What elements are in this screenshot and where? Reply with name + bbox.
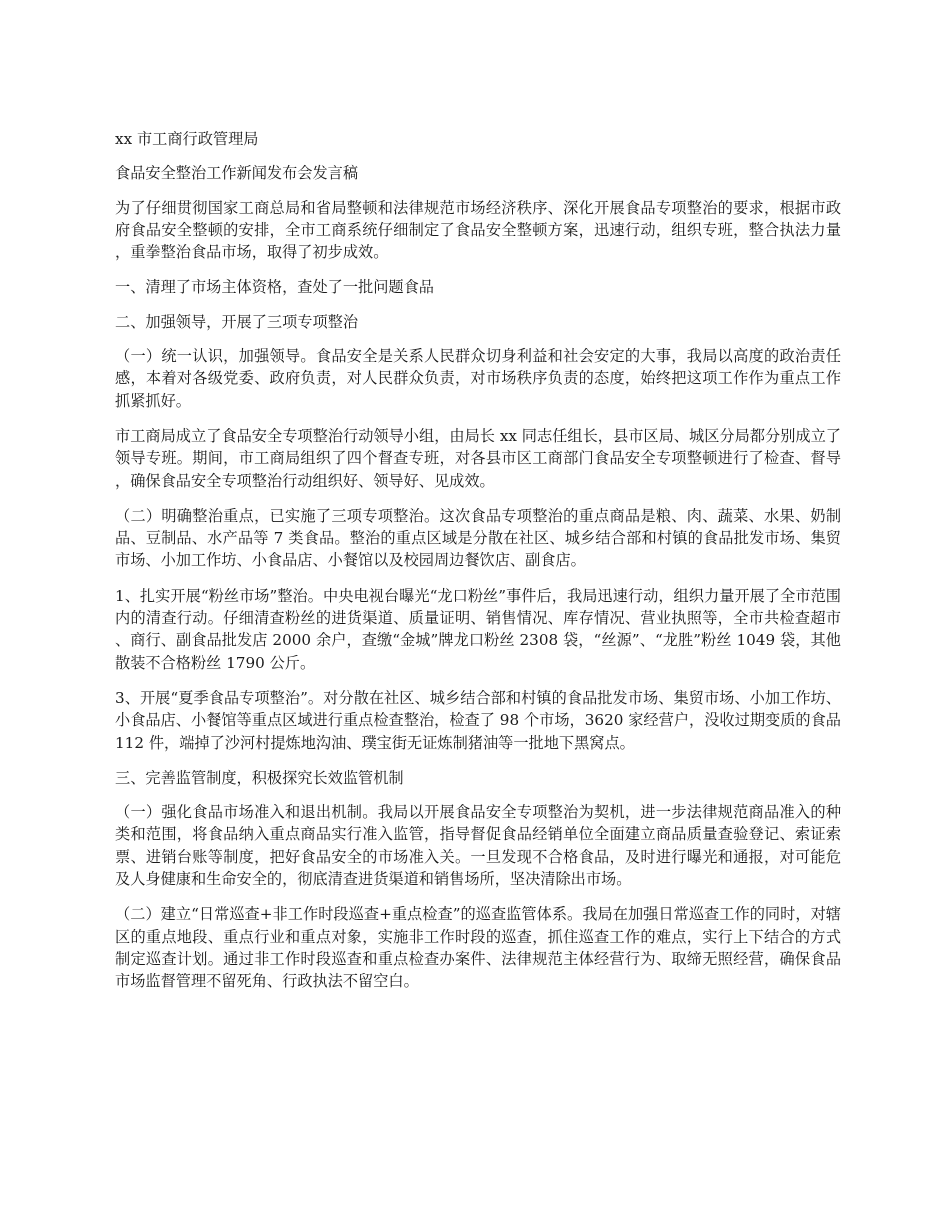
paragraph-2-2: （二）明确整治重点，已实施了三项专项整治。这次食品专项整治的重点商品是粮、肉、蔬菜、水果、奶制品、豆制品、水产品等 7 类食品。整治的重点区域是分散在社区、城乡结合部和村镇的食品批发市场、集贸市场、小加工作坊、小食品店、小餐馆以及校园周边餐饮店、副食店。 [115,506,841,570]
paragraph-3-1: （一）强化食品市场准入和退出机制。我局以开展食品安全专项整治为契机，进一步法律规范商品准入的种类和范围，将食品纳入重点商品实行准入监管，指导督促食品经销单位全面建立商品质量查验登记、索证索票、进销台账等制度，把好食品安全的市场准入关。一旦发现不合格食品，及时进行曝光和通报，对可能危及人身健康和生命安全的，彻底清查进货渠道和销售场所，坚决清除出市场。 [115,803,841,889]
document-body [115,128,841,1006]
document-title: 食品安全整治工作新闻发布会发言稿 [115,164,358,183]
document-org: xx 市工商行政管理局 [115,130,259,148]
section-heading-2: 二、加强领导，开展了三项专项整治 [115,312,358,331]
paragraph-intro: 为了仔细贯彻国家工商总局和省局整顿和法律规范市场经济秩序、深化开展食品专项整治的要求，根据市政府食品安全整顿的安排，全市工商系统仔细制定了食品安全整顿方案，迅速行动，组织专班，整合执法力量，重拳整治食品市场，取得了初步成效。 [115,198,841,262]
paragraph-item-3: 3、开展“夏季食品专项整治”。对分散在社区、城乡结合部和村镇的食品批发市场、集贸市场、小加工作坊、小食品店、小餐馆等重点区域进行重点检查整治，检查了 98 个市场，3620 家经营户，没收过期变质的食品 112 件，端掉了沙河村提炼地沟油、璞宝街无证炼制猪油等一批地下黑窝点。 [115,688,841,752]
section-heading-3: 三、完善监管制度，积极探究长效监管机制 [115,768,404,787]
section-heading-1: 一、清理了市场主体资格，查处了一批问题食品 [115,278,434,297]
paragraph-2-1: （一）统一认识，加强领导。食品安全是关系人民群众切身利益和社会安定的大事，我局以高度的政治责任感，本着对各级党委、政府负责，对人民群众负责，对市场秩序负责的态度，始终把这项工作作为重点工作抓紧抓好。 [115,347,841,410]
paragraph-3-2: （二）建立“日常巡查+非工作时段巡查+重点检查”的巡查监管体系。我局在加强日常巡查工作的同时，对辖区的重点地段、重点行业和重点对象，实施非工作时段的巡查，抓住巡查工作的难点，实行上下结合的方式制定巡查计划。通过非工作时段巡查和重点检查办案件、法律规范主体经营行为、取缔无照经营，确保食品市场监督管理不留死角、行政执法不留空白。 [115,905,841,991]
paragraph-item-1: 1、扎实开展“粉丝市场”整治。中央电视台曝光“龙口粉丝”事件后，我局迅速行动，组织力量开展了全市范围内的清查行动。仔细清查粉丝的进货渠道、质量证明、销售情况、库存情况、营业执照等，全市共检查超市、商行、副食品批发店 2000 余户，查缴“金城”牌龙口粉丝 2308 袋，“丝源”、“龙胜”粉丝 1049 袋，其他散装不合格粉丝 1790 公斤。 [115,586,841,672]
paragraph-2-1b: 市工商局成立了食品安全专项整治行动领导小组，由局长 xx 同志任组长，县市区局、城区分局都分别成立了领导专班。期间，市工商局组织了四个督查专班，对各县市区工商部门食品安全专项整顿进行了检查、督导，确保食品安全专项整治行动组织好、领导好、见成效。 [115,426,841,490]
